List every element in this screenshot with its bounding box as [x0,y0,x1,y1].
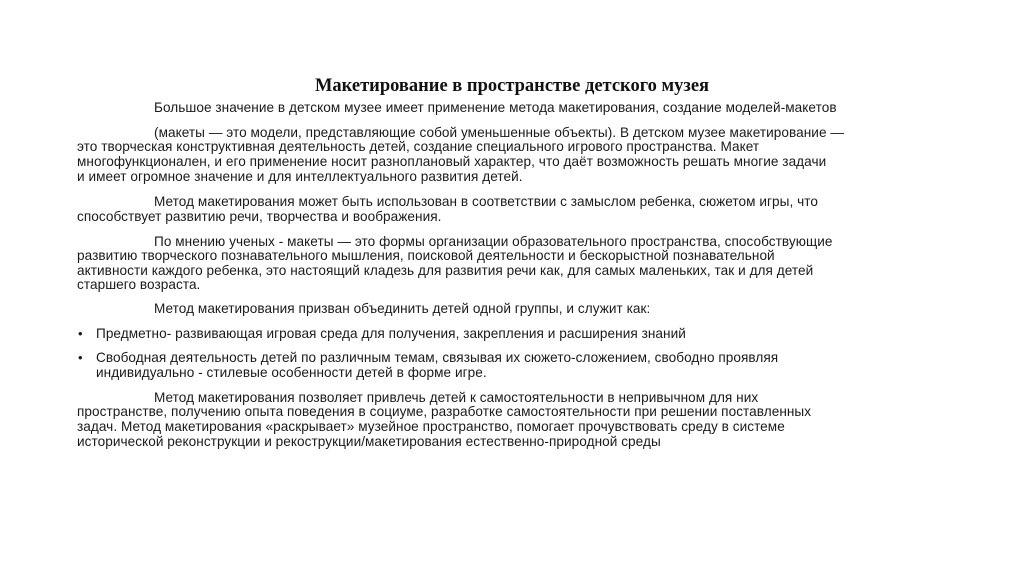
paragraph-line: Метод макетирования позволяет привлечь детей к самостоятельности в непривычном для них [154,390,759,405]
paragraph-line: Большое значение в детском музее имеет применение метода макетирования, создание моделей-макетов [154,100,837,115]
paragraph-line: задач. Метод макетирования «раскрывает» музейное пространство, помогает прочувствовать среду в системе [77,419,785,434]
bullet-item-line: Предметно- развивающая игровая среда для получения, закрепления и расширения знаний [96,326,686,341]
paragraph-line: По мнению ученых - макеты — это формы организации образовательного пространства, способствующие [154,234,833,249]
bullet-dot-icon: • [78,350,83,365]
bullet-item-line: Свободная деятельность детей по различным темам, связывая их сюжето-сложением, свободно проявляя [96,350,779,365]
bullet-dot-icon: • [78,326,83,341]
slide-title: Макетирование в пространстве детского музея [314,76,710,96]
paragraph-line: это творческая конструктивная деятельность детей, создание специального игрового пространства. Макет [77,139,760,154]
paragraph-line: исторической реконструкции и рекострукции/макетирования естественно-природной среды [77,434,661,449]
paragraph-line: Метод макетирования призван объединить детей одной группы, и служит как: [154,301,651,316]
bullet-item-line: индивидуально - стилевые особенности детей в форме игре. [96,365,487,380]
paragraph-line: Метод макетирования может быть использован в соответствии с замыслом ребенка, сюжетом игры, что [154,194,818,209]
paragraph-line: многофункционален, и его применение носит разноплановый характер, что даёт возможность решать многие задачи [77,154,827,169]
paragraph-line: активности каждого ребенка, это настоящий кладезь для развития речи как, для самых маленьких, так и для детей [77,263,814,278]
paragraph-line: способствует развитию речи, творчества и воображения. [77,209,442,224]
paragraph-line: и имеет огромное значение и для интеллектуального развития детей. [77,169,523,184]
paragraph-line: пространстве, получению опыта поведения в социуме, разработке самостоятельности при решении поставленных [77,404,812,419]
paragraph-line: старшего возраста. [77,277,201,292]
paragraph-line: (макеты — это модели, представляющие собой уменьшенные объекты). В детском музее макетирование — [154,125,845,140]
paragraph-line: развитию творческого познавательного мышления, поисковой деятельности и бескорыстной познавательной [77,248,775,263]
